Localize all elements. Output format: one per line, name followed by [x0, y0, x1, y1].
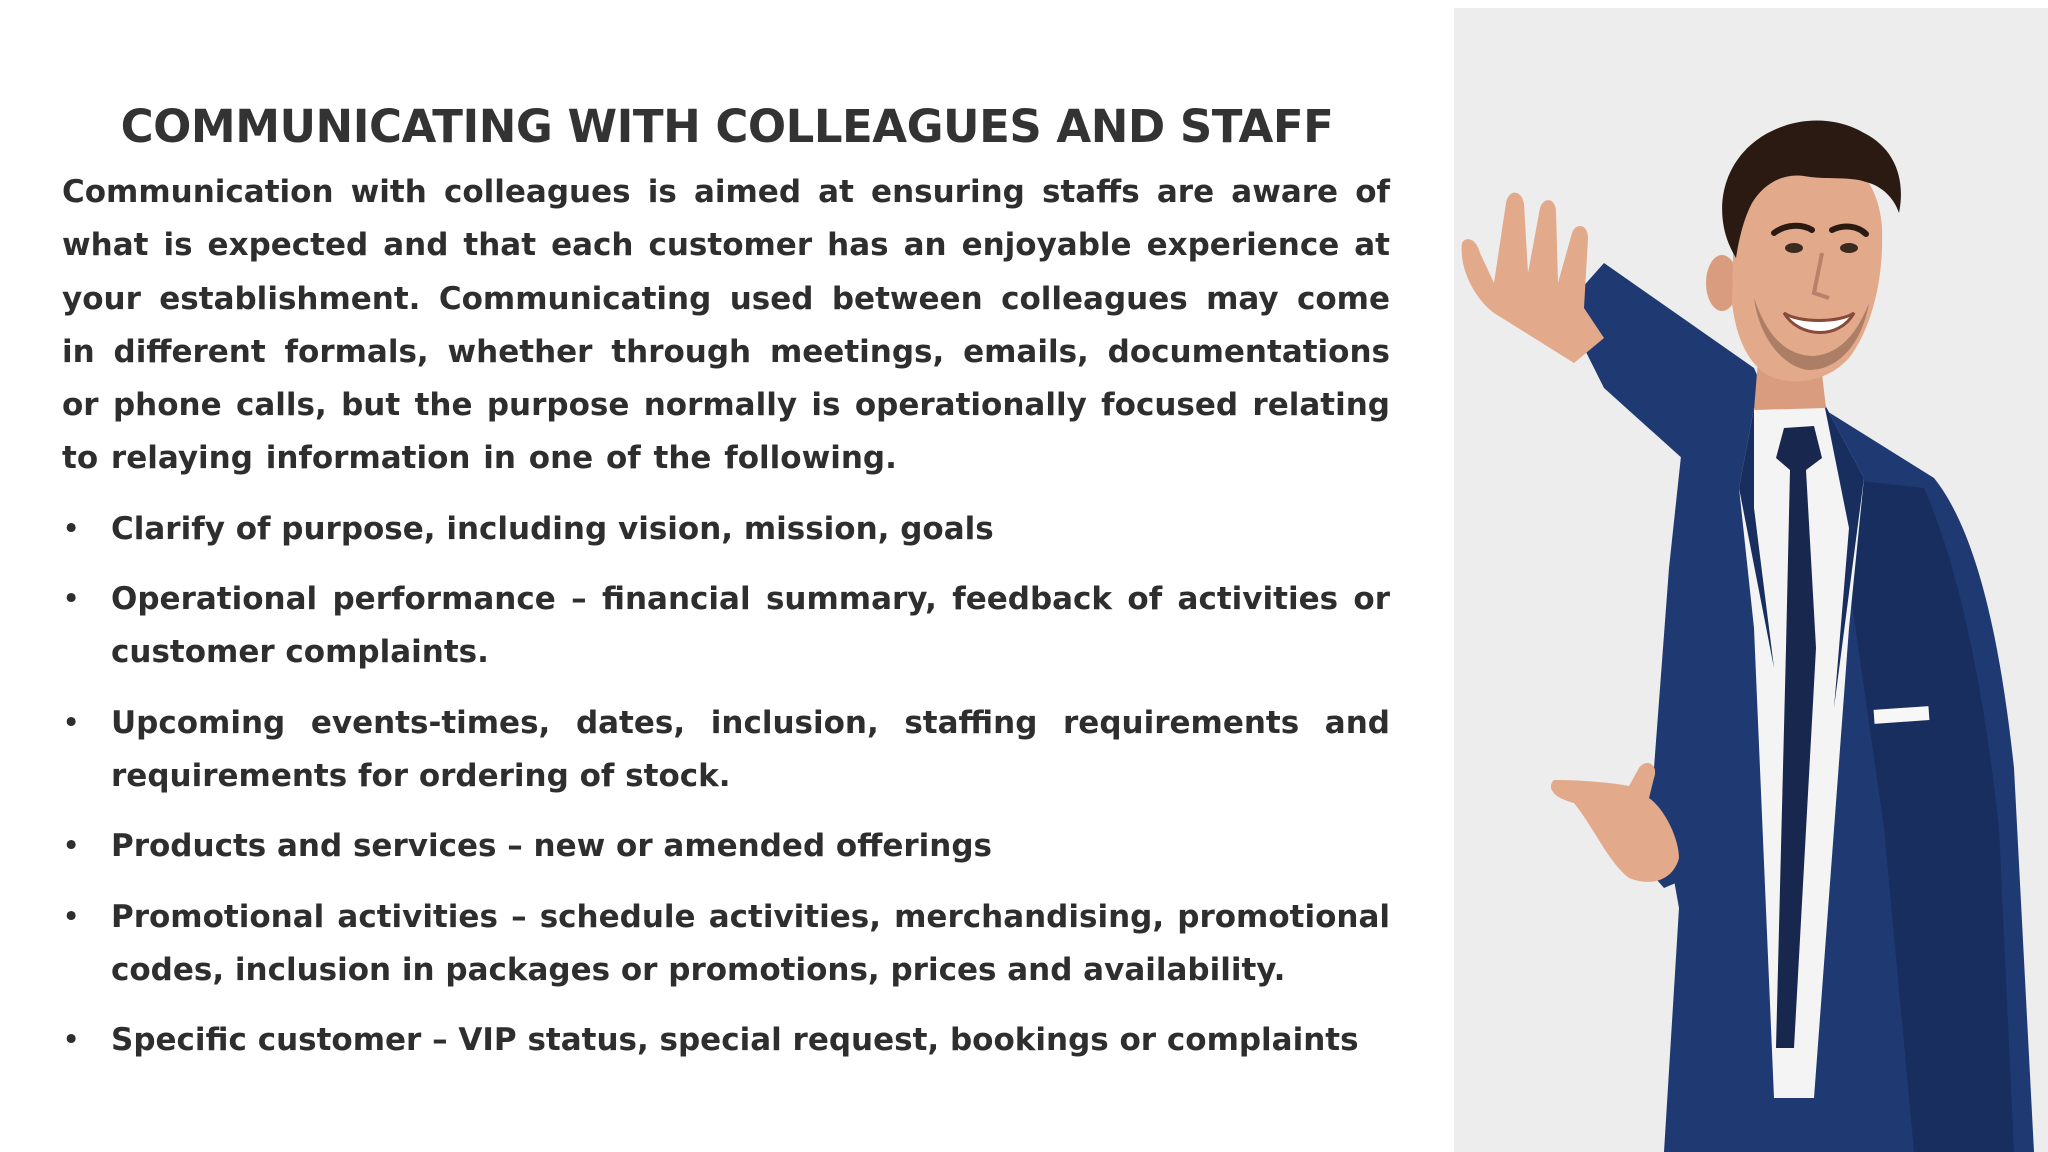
bullet-item [62, 1014, 1390, 1067]
bullet-icon: • [62, 898, 81, 935]
bullet-item [62, 573, 1390, 680]
eye-right [1840, 243, 1858, 253]
bullet-item [62, 503, 1390, 556]
presenting-businessman-photo [1454, 8, 2048, 1152]
bullet-icon: • [62, 1022, 81, 1059]
intro-paragraph: Communication with colleagues is aimed at ensuring staffs are aware of what is expected and that each customer has an enjoyable experience at your establishment. Communicating used between colleagues may come in different formals, whether through meetings, emails, documentations or phone calls, but the purpose normally is operationally focused relating to relaying information in one of the following. [62, 174, 1390, 477]
bullet-text: Promotional activities – schedule activities, merchandising, promotional codes, inclusion in packages or promotions, prices and availability. [111, 898, 1390, 988]
bullet-item [62, 697, 1390, 804]
bullet-text: Clarify of purpose, including vision, mission, goals [111, 510, 994, 547]
bullet-list [62, 503, 1390, 1068]
slide-title: COMMUNICATING WITH COLLEAGUES AND STAFF [120, 100, 1334, 153]
bullet-text: Specific customer – VIP status, special request, bookings or complaints [111, 1022, 1359, 1059]
bullet-text: Upcoming events-times, dates, inclusion, staffing requirements and requirements for ordering of stock. [111, 704, 1390, 794]
bullet-text: Products and services – new or amended offerings [111, 828, 992, 865]
bullet-item [62, 891, 1390, 998]
eye-left [1785, 243, 1803, 253]
bullet-text: Operational performance – financial summary, feedback of activities or customer complaints. [111, 581, 1390, 671]
bullet-icon: • [62, 828, 81, 865]
bullet-item [62, 820, 1390, 873]
slide-body [62, 166, 1390, 1084]
bullet-icon: • [62, 510, 81, 547]
bullet-icon: • [62, 704, 81, 741]
businessman-illustration-icon [1454, 8, 2048, 1152]
bullet-icon: • [62, 581, 81, 618]
